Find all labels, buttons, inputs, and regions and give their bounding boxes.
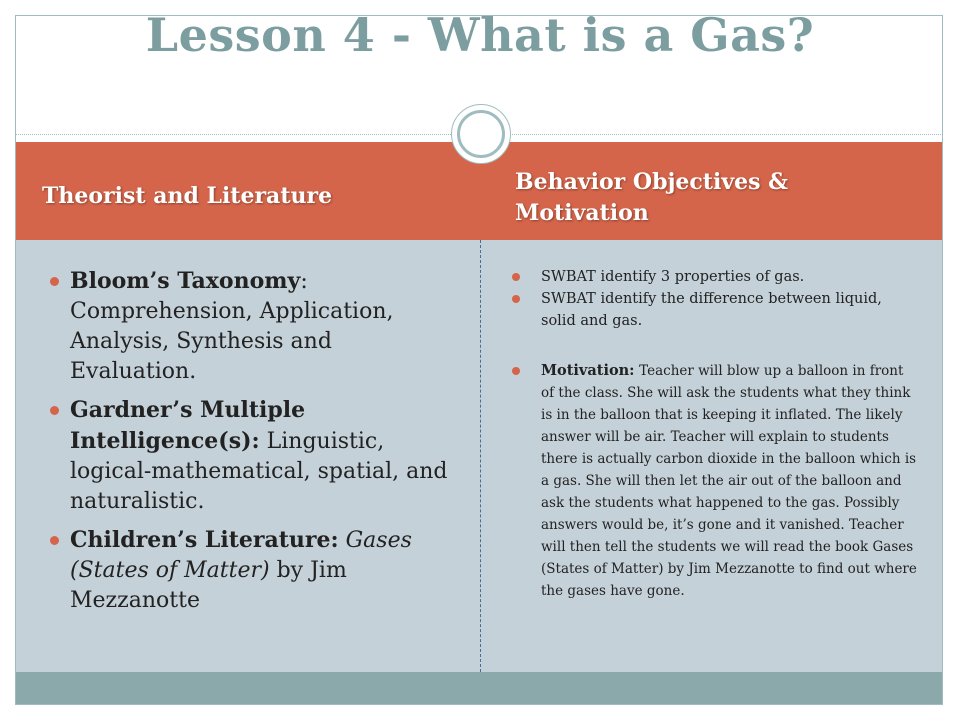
- item-text: by Jim Mezzanotte: [70, 558, 347, 613]
- column-divider: [480, 240, 481, 672]
- bullet-icon: [50, 277, 59, 286]
- objective-text: SWBAT identify the difference between liquid, solid and gas.: [541, 291, 882, 329]
- list-item-bloom: [50, 266, 465, 387]
- item-sep: [260, 429, 267, 454]
- bullet-icon: [512, 273, 520, 281]
- objective-item: [512, 266, 917, 288]
- item-sep: [339, 528, 346, 553]
- list-item-gardner: [50, 395, 465, 517]
- item-sep: :: [300, 269, 308, 294]
- left-column-header: Theorist and Literature: [42, 183, 333, 209]
- bullet-icon: [512, 295, 520, 303]
- item-label: Gardner’s Multiple Intelligence(s):: [70, 397, 306, 454]
- item-label: Children’s Literature:: [70, 527, 339, 553]
- right-column-header: Behavior Objectives & Motivation: [515, 169, 789, 226]
- footer-band: [16, 672, 942, 704]
- objective-text: SWBAT identify 3 properties of gas.: [541, 269, 805, 285]
- objective-item: [512, 288, 917, 332]
- slide-title: Lesson 4 - What is a Gas?: [145, 8, 815, 62]
- motivation-text: Teacher will blow up a balloon in front of the class. She will ask the students what they think is in the balloon that is keeping it inflated. The likely answer will be air. Teacher will explain to students there is actually carbon dioxide in the balloon which is a gas. She will then let the air out of the balloon and ask the students what happened to the gas. Possibly answers would be, it’s gone and it vanished. Teacher will then tell the students we will read the book Gases (States of Matter) by Jim Mezzanotte to find out where the gases have gone.: [541, 363, 917, 599]
- ring-icon: [457, 110, 505, 158]
- item-label: Bloom’s Taxonomy: [70, 268, 301, 294]
- bullet-icon: [512, 367, 520, 375]
- book-title: Gases (States of Matter): [70, 528, 412, 583]
- bullet-icon: [50, 536, 59, 545]
- item-text: Comprehension, Application, Analysis, Synthesis and Evaluation.: [70, 299, 394, 384]
- motivation-item: [512, 360, 917, 602]
- theorist-list: [50, 266, 465, 624]
- item-text: Linguistic, logical-mathematical, spatial, and naturalistic.: [70, 429, 448, 514]
- objectives-list: [512, 266, 917, 602]
- bullet-icon: [50, 406, 59, 415]
- list-item-literature: [50, 525, 465, 616]
- motivation-label: Motivation:: [541, 362, 635, 379]
